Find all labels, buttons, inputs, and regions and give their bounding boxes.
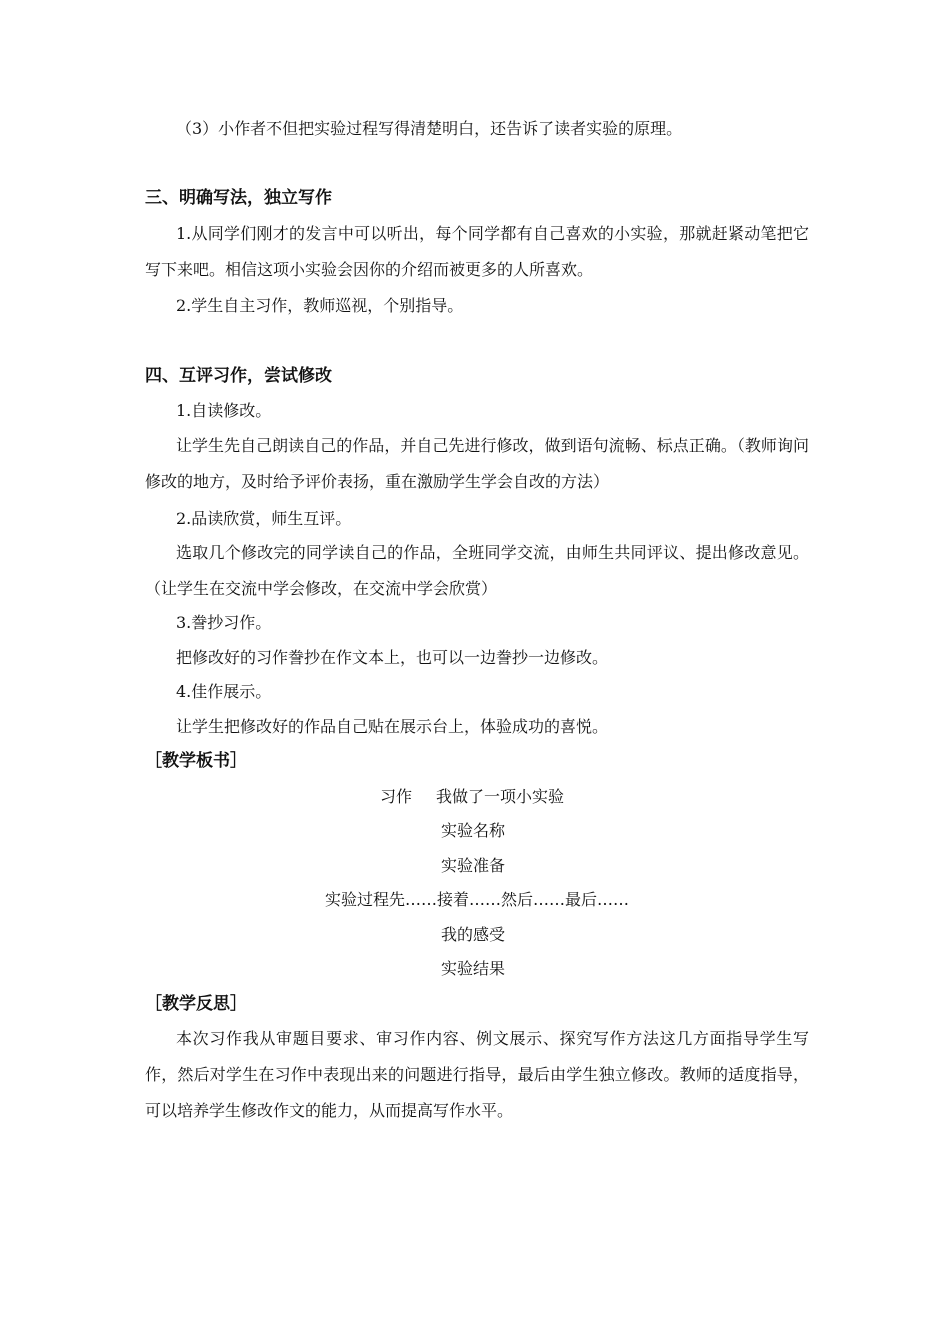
board-item-name: 实验名称: [441, 821, 506, 840]
step-3-title: 3.誊抄习作。: [176, 613, 272, 632]
reflection-label: ［教学反思］: [145, 994, 247, 1014]
reflection-body: 本次习作我从审题目要求、审习作内容、例文展示、探究写作方法这几方面指导学生写作，然后对学生在习作中表现出来的问题进行指导，最后由学生独立修改。教师的适度指导，可以培养学生修改作文的能力，从而提高写作水平。: [145, 1029, 809, 1120]
board-item-result: 实验结果: [441, 959, 506, 978]
step-2-title: 2.品读欣赏，师生互评。: [176, 509, 352, 528]
step-1-body: 让学生先自己朗读自己的作品，并自己先进行修改，做到语句流畅、标点正确。（教师询问修改的地方，及时给予评价表扬，重在激励学生学会自改的方法）: [145, 436, 809, 491]
step-1-title: 1.自读修改。: [176, 401, 272, 420]
board-item-prep: 实验准备: [441, 856, 506, 875]
board-title: [380, 786, 564, 808]
board-label: ［教学板书］: [145, 751, 247, 771]
section-4-heading: 四、互评习作，尝试修改: [145, 366, 332, 386]
board-title-right: 我做了一项小实验: [436, 787, 565, 806]
board-title-left: 习作: [380, 787, 413, 806]
step-2-body: 选取几个修改完的同学读自己的作品，全班同学交流，由师生共同评议、提出修改意见。（让学生在交流中学会修改，在交流中学会欣赏）: [145, 543, 809, 598]
board-item-feeling: 我的感受: [441, 925, 506, 944]
section-3-heading: 三、明确写法，独立写作: [145, 188, 332, 208]
board-item-process: 实验过程先……接着……然后……最后……: [324, 890, 629, 909]
step-4-title: 4.佳作展示。: [176, 682, 272, 701]
step-4-body: 让学生把修改好的作品自己贴在展示台上，体验成功的喜悦。: [176, 717, 609, 736]
section-3-paragraph-2: 2.学生自主习作，教师巡视，个别指导。: [176, 296, 464, 315]
step-3-body: 把修改好的习作誊抄在作文本上，也可以一边誊抄一边修改。: [176, 648, 609, 667]
section-3-paragraph-1: 1.从同学们刚才的发言中可以听出，每个同学都有自己喜欢的小实验，那就赶紧动笔把它写下来吧。相信这项小实验会因你的介绍而被更多的人所喜欢。: [145, 224, 809, 279]
intro-line: （3）小作者不但把实验过程写得清楚明白，还告诉了读者实验的原理。: [176, 119, 683, 138]
